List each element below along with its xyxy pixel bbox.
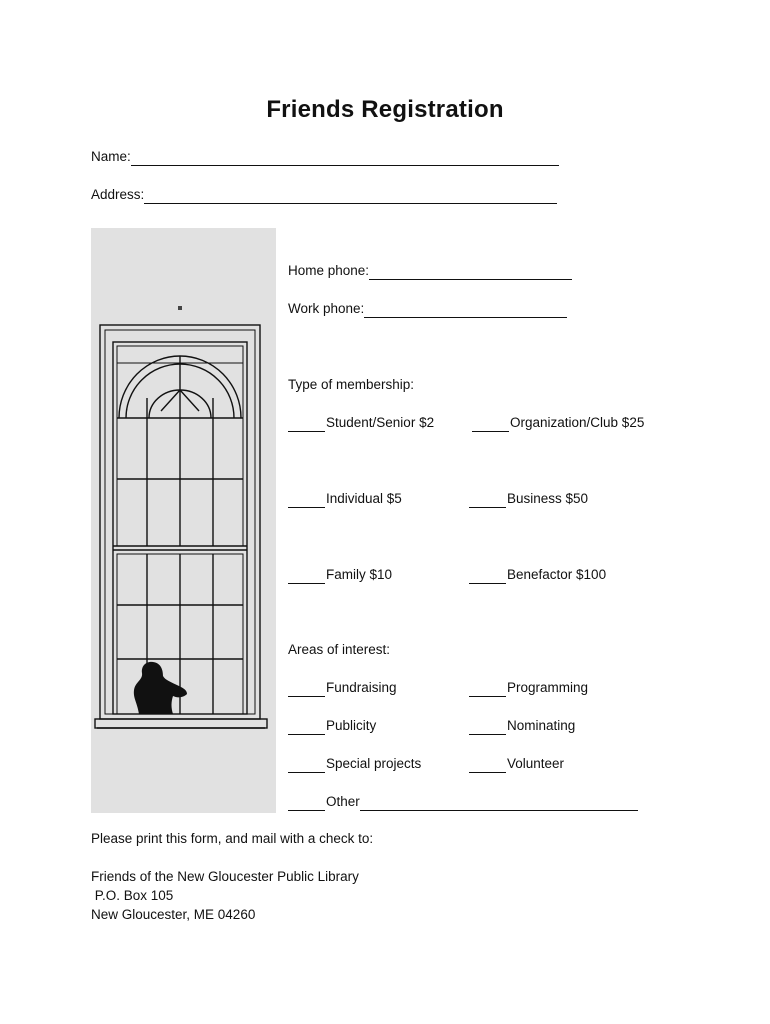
mail-city: New Gloucester, ME 04260 [91, 907, 256, 922]
address-label: Address: [91, 187, 145, 202]
interest-option-label: Fundraising [326, 680, 397, 695]
mail-instruction: Please print this form, and mail with a check to: [91, 831, 374, 846]
interests-heading: Areas of interest: [288, 642, 391, 657]
work-phone-blank[interactable] [364, 303, 567, 318]
mail-po-box: P.O. Box 105 [91, 888, 174, 903]
membership-option-label: Organization/Club $25 [510, 415, 645, 430]
membership-blank[interactable] [288, 569, 325, 584]
interest-option-label: Publicity [326, 718, 377, 733]
membership-option[interactable] [472, 414, 644, 432]
other-blank[interactable] [360, 796, 638, 811]
interest-option[interactable] [288, 679, 397, 697]
work-phone-label: Work phone: [288, 301, 365, 316]
home-phone-label: Home phone: [288, 263, 370, 278]
interest-option[interactable] [288, 717, 376, 735]
interest-blank[interactable] [288, 720, 325, 735]
interest-blank[interactable] [288, 796, 325, 811]
membership-blank[interactable] [469, 569, 506, 584]
membership-blank[interactable] [288, 493, 325, 508]
work-phone-field[interactable] [288, 300, 567, 318]
interest-blank[interactable] [469, 682, 506, 697]
membership-blank[interactable] [472, 417, 509, 432]
membership-blank[interactable] [469, 493, 506, 508]
interest-blank[interactable] [469, 720, 506, 735]
membership-heading: Type of membership: [288, 377, 415, 392]
interest-option[interactable] [288, 755, 421, 773]
other-interest-field[interactable] [288, 793, 638, 811]
other-label: Other [326, 794, 360, 809]
interest-blank[interactable] [469, 758, 506, 773]
address-field[interactable] [91, 186, 557, 204]
interest-blank[interactable] [288, 682, 325, 697]
membership-option[interactable] [469, 490, 588, 508]
membership-blank[interactable] [288, 417, 325, 432]
address-blank[interactable] [144, 189, 557, 204]
membership-option-label: Individual $5 [326, 491, 402, 506]
interest-blank[interactable] [288, 758, 325, 773]
name-label: Name: [91, 149, 131, 164]
membership-option-label: Student/Senior $2 [326, 415, 435, 430]
interest-option-label: Special projects [326, 756, 422, 771]
home-phone-field[interactable] [288, 262, 572, 280]
window-icon [91, 228, 276, 813]
name-field[interactable] [91, 148, 559, 166]
page-title: Friends Registration [266, 96, 504, 123]
membership-option-label: Benefactor $100 [507, 567, 607, 582]
membership-option[interactable] [288, 566, 392, 584]
interest-option-label: Volunteer [507, 756, 565, 771]
name-blank[interactable] [131, 151, 559, 166]
interest-option[interactable] [469, 679, 588, 697]
membership-option-label: Family $10 [326, 567, 393, 582]
membership-option[interactable] [288, 490, 402, 508]
child-silhouette [134, 662, 187, 714]
interest-option[interactable] [469, 717, 575, 735]
membership-option[interactable] [288, 414, 434, 432]
interest-option-label: Programming [507, 680, 589, 695]
window-illustration [91, 228, 276, 813]
membership-option-label: Business $50 [507, 491, 589, 506]
interest-option-label: Nominating [507, 718, 576, 733]
membership-option[interactable] [469, 566, 606, 584]
mail-organization: Friends of the New Gloucester Public Library [91, 869, 359, 884]
interest-option[interactable] [469, 755, 564, 773]
home-phone-blank[interactable] [369, 265, 572, 280]
